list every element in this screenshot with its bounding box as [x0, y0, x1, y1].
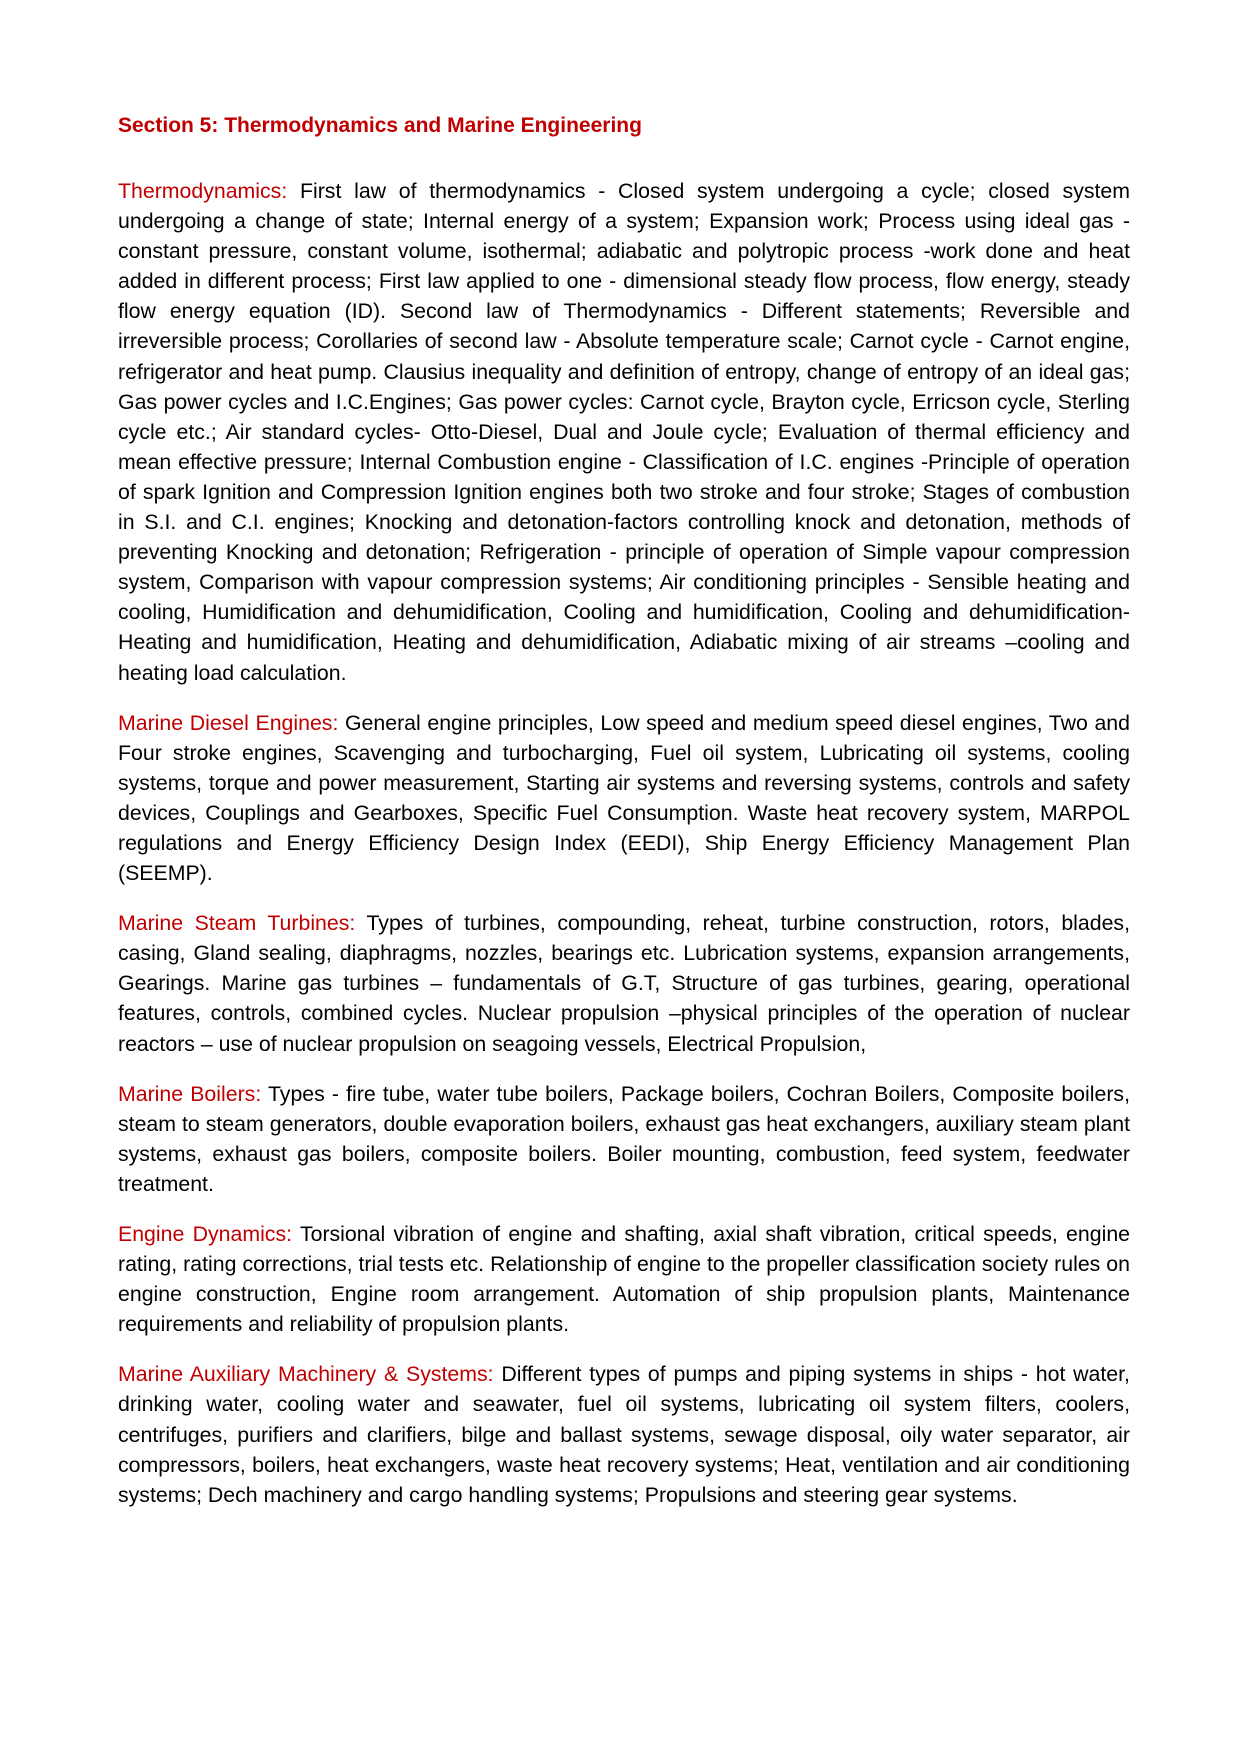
topic-marine-steam-turbines [118, 908, 1130, 1058]
document-page [118, 112, 1130, 1530]
topic-heading: Marine Boilers: [118, 1081, 262, 1106]
topic-heading: Marine Diesel Engines: [118, 710, 339, 735]
topic-description: First law of thermodynamics - Closed system undergoing a cycle; closed system undergoing a change of state; Internal energy of a system; Expansion work; Process using ideal gas - constant pressure, constant volume, isothermal; adiabatic and polytropic process -work done and heat added in different process; First law applied to one - dimensional steady flow process, flow energy, steady flow energy equation (ID). Second law of Thermodynamics - Different statements; Reversible and irreversible process; Corollaries of second law - Absolute temperature scale; Carnot cycle - Carnot engine, refrigerator and heat pump. Clausius inequality and definition of entropy, change of entropy of an ideal gas; Gas power cycles and I.C.Engines; Gas power cycles: Carnot cycle, Brayton cycle, Erricson cycle, Sterling cycle etc.; Air standard cycles- Otto-Diesel, Dual and Joule cycle; Evaluation of thermal efficiency and mean effective pressure; Internal Combustion engine - Classification of I.C. engines -Principle of operation of spark Ignition and Compression Ignition engines both two stroke and four stroke; Stages of combustion in S.I. and C.I. engines; Knocking and detonation-factors controlling knock and detonation, methods of preventing Knocking and detonation; Refrigeration - principle of operation of Simple vapour compression system, Comparison with vapour compression systems; Air conditioning principles - Sensible heating and cooling, Humidification and dehumidification, Cooling and humidification, Cooling and dehumidification- Heating and humidification, Heating and dehumidification, Adiabatic mixing of air streams –cooling and heating load calculation. [118, 179, 1130, 685]
section-title: Section 5: Thermodynamics and Marine Engineering [118, 114, 642, 137]
topic-marine-boilers [118, 1079, 1130, 1199]
topic-description: Types - fire tube, water tube boilers, Package boilers, Cochran Boilers, Composite boilers, steam to steam generators, double evaporation boilers, exhaust gas heat exchangers, auxiliary steam plant systems, exhaust gas boilers, composite boilers. Boiler mounting, combustion, feed system, feedwater treatment. [118, 1081, 1130, 1196]
topic-heading: Marine Steam Turbines: [118, 911, 356, 936]
topic-marine-auxiliary-machinery [118, 1359, 1130, 1509]
topic-description: Torsional vibration of engine and shafting, axial shaft vibration, critical speeds, engine rating, rating corrections, trial tests etc. Relationship of engine to the propeller classification society rules on engine construction, Engine room arrangement. Automation of ship propulsion plants, Maintenance requirements and reliability of propulsion plants. [118, 1222, 1131, 1337]
topic-heading: Thermodynamics: [118, 179, 288, 203]
topic-marine-diesel-engines [118, 708, 1130, 889]
topic-heading: Marine Auxiliary Machinery & Systems: [118, 1362, 494, 1387]
topic-engine-dynamics [118, 1219, 1130, 1339]
topic-description: Types of turbines, compounding, reheat, turbine construction, rotors, blades, casing, Gland sealing, diaphragms, nozzles, bearings etc. Lubrication systems, expansion arrangements, Gearings. Marine gas turbines – fundamentals of G.T, Structure of gas turbines, gearing, operational features, controls, combined cycles. Nuclear propulsion –physical principles of the operation of nuclear reactors – use of nuclear propulsion on seagoing vessels, Electrical Propulsion, [118, 911, 1130, 1056]
topic-thermodynamics [118, 176, 1130, 688]
topic-heading: Engine Dynamics: [118, 1222, 293, 1246]
topic-description: Different types of pumps and piping systems in ships - hot water, drinking water, cooling water and seawater, fuel oil systems, lubricating oil system filters, coolers, centrifuges, purifiers and clarifiers, bilge and ballast systems, sewage disposal, oily water separator, air compressors, boilers, heat exchangers, waste heat recovery systems; Heat, ventilation and air conditioning systems; Dech machinery and cargo handling systems; Propulsions and steering gear systems. [118, 1362, 1130, 1507]
topic-description: General engine principles, Low speed and medium speed diesel engines, Two and Four stroke engines, Scavenging and turbocharging, Fuel oil system, Lubricating oil systems, cooling systems, torque and power measurement, Starting air systems and reversing systems, controls and safety devices, Couplings and Gearboxes, Specific Fuel Consumption. Waste heat recovery system, MARPOL regulations and Energy Efficiency Design Index (EEDI), Ship Energy Efficiency Management Plan (SEEMP). [118, 710, 1130, 886]
